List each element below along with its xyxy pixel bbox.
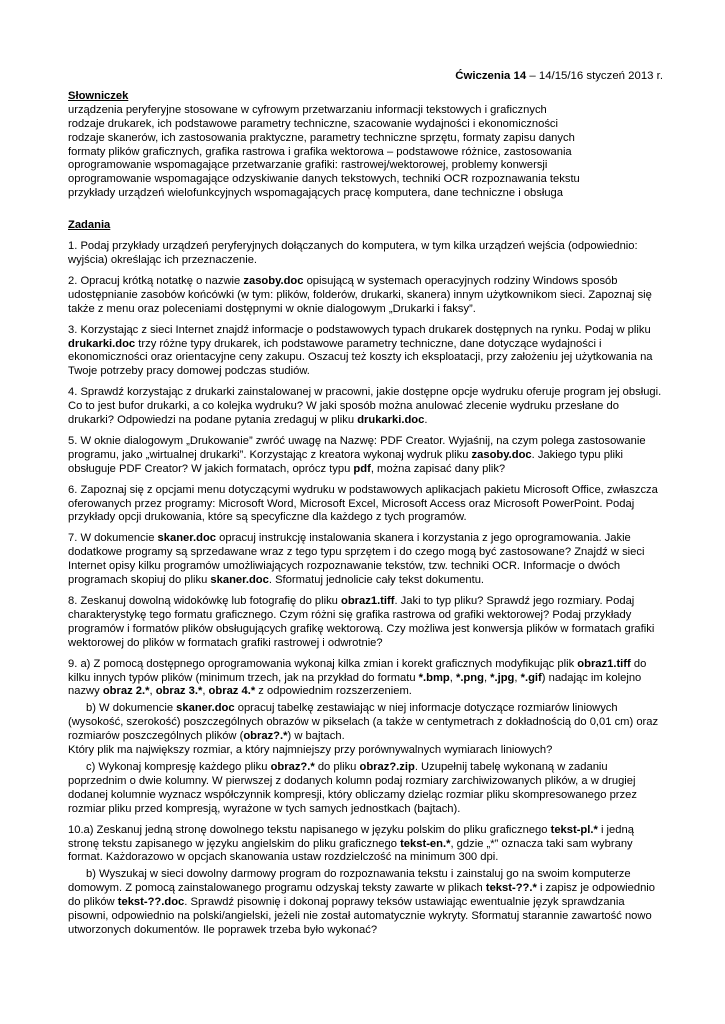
filename: obraz?.zip	[359, 760, 415, 773]
task-8-text: 8. Zeskanuj dowolną widokówkę lub fotografię do pliku	[68, 595, 342, 607]
task-2-text: 2. Opracuj krótką notatkę o nazwie	[68, 274, 244, 287]
format-name: pdf	[353, 462, 371, 475]
vocab-list	[68, 104, 663, 201]
vocab-line: oprogramowanie wspomagające przetwarzanie grafiki: rastrowej/wektorowej, problemy konwersji	[68, 159, 548, 172]
filename: drukarki.doc	[357, 414, 425, 427]
vocab-line: rodzaje drukarek, ich podstawowe parametry techniczne, szacowanie wydajności i ekonomiczności	[68, 117, 558, 130]
task-7-text: 7. W dokumencie	[68, 532, 158, 545]
vocab-line: oprogramowanie wspomagające odzyskiwanie danych tekstowych, techniki OCR rozpoznawania tekstu	[68, 173, 580, 186]
task-9b-text: opracuj tabelkę zestawiając w niej informacje dotyczące rozmiarów liniowych (wysokość, szerokość) poszczególnych obrazów w pikselach (a także w centymetrach z dokładnością do 0,01 cm) oraz rozmiarów poszczególnych plików (	[68, 702, 659, 743]
separator: ,	[149, 685, 156, 698]
format-name: *.gif	[520, 671, 542, 684]
vocab-line: przykłady urządzeń wielofunkcyjnych wspomagających pracę komputera, dane techniczne i obsługa	[68, 187, 564, 200]
task-9a-text: ) nadając im kolejno nazwy	[68, 671, 642, 698]
filename: tekst-??.doc	[117, 896, 185, 909]
filename: obraz1.tiff	[341, 595, 395, 607]
task-5-text: , można zapisać dany plik?	[370, 462, 506, 475]
filename: skaner.doc	[176, 702, 235, 715]
task-9a-text: z odpowiednim rozszerzeniem.	[255, 685, 412, 698]
document-page	[68, 70, 663, 945]
task-9b-text: ) w bajtach.	[287, 730, 345, 743]
task-2	[68, 275, 663, 317]
task-3	[68, 324, 663, 380]
task-10a-text: , gdzie „*” oznacza taki sam wybrany format. Każdorazowo w opcjach skanowania ustaw rozdzielczość na minimum 300 dpi.	[68, 837, 633, 864]
task-9c-text: . Uzupełnij tabelę wykonaną w zadaniu poprzednim o dwie kolumny. W pierwszej z dodanych kolumn podaj rozmiary zarchiwizowanych plików, a w drugiej dodanej kolumnie wyznacz współczynnik kompresji, który obliczamy dzieląc rozmiar pliku skompresowanego przez rozmiar pliku przed kompresją, wyrażone w tych samych jednostkach (bajtach).	[68, 760, 637, 815]
separator: ,	[483, 671, 491, 684]
task-1-text: 1. Podaj przykłady urządzeń peryferyjnych dołączanych do komputera, w tym kilka urządzeń wejścia (odpowiednio: wyjścia) określając ich przeznaczenie.	[68, 240, 638, 266]
task-8-text: . Jaki to typ pliku? Sprawdź jego rozmiary. Podaj charakterystykę tego formatu graficznego. Czym różni się grafika rastrowa od grafiki wektorowej? Podaj przykłady programów i formatów plików obsługujących grafikę wektorową. Czy możliwa jest konwersja plików w formatach grafiki wektorowej do plików w formatach grafiki rastrowej i odwrotnie?	[68, 595, 655, 649]
task-10b	[68, 868, 663, 938]
task-3-text: 3. Korzystając z sieci Internet znajdź informacje o podstawowych typach drukarek dostępnych na rynku. Podaj w pliku	[68, 323, 651, 336]
task-9c-text: do pliku	[314, 760, 360, 773]
tasks-heading: Zadania	[68, 219, 111, 232]
task-10a-text: 10.a) Zeskanuj jedną stronę dowolnego tekstu napisanego w języku polskim do pliku graficznego	[68, 823, 551, 836]
task-10a	[68, 824, 663, 866]
filename: tekst-pl.*	[550, 823, 598, 836]
task-9b-text: b) W dokumencie	[86, 702, 177, 715]
task-10b-text: b) Wyszukaj w sieci dowolny darmowy program do rozpoznawania tekstu i zainstaluj go na swoim komputerze domowym. Z pomocą zainstalowanego programu odzyskaj teksty zawarte w plikach	[68, 868, 631, 895]
filename: skaner.doc	[157, 532, 217, 545]
task-9b-question: Który plik ma największy rozmiar, a który najmniejszy przy porównywalnych wymiarach liniowych?	[68, 744, 553, 757]
task-6	[68, 484, 663, 526]
separator: ,	[514, 671, 521, 684]
filename: obraz1.tiff	[577, 657, 631, 670]
filename: obraz 3.*	[155, 685, 203, 698]
format-name: *.jpg	[490, 671, 515, 684]
header-date: – 14/15/16 styczeń 2013 r.	[526, 70, 663, 82]
filename: tekst-en.*	[400, 837, 451, 850]
task-9a	[68, 658, 663, 700]
filename: obraz?.*	[270, 760, 315, 773]
task-3-text: trzy różne typy drukarek, ich podstawowe parametry techniczne, dane dotyczące wydajności i ekonomiczności oraz orientacyjne ceny zakupu. Oszacuj też koszty ich eksploatacji, przy założeniu jej użytkowania na Twoje potrzeby pracy domowej podczas studiów.	[68, 337, 653, 378]
filename: obraz?.*	[243, 730, 288, 743]
task-9c-text: c) Wykonaj kompresję każdego pliku	[86, 760, 271, 773]
task-10b-text: . Sprawdź pisownię i dokonaj poprawy teksów ustawiając ewentualnie język sprawdzania pisowni, odpowiednio na polski/angielski, jeżeli nie został automatycznie wykryty. Sformatuj starannie zawartość nowo utworzonych dokumentów. Ile poprawek trzeba było wykonać?	[68, 896, 652, 936]
task-10a-text: i jedną stronę tekstu zapisanego w języku angielskim do pliku graficznego	[68, 823, 634, 850]
format-name: *.png	[455, 671, 484, 684]
task-8	[68, 595, 663, 651]
task-1	[68, 240, 663, 268]
format-name: *.bmp	[418, 671, 450, 684]
separator: ,	[202, 685, 209, 698]
task-7	[68, 532, 663, 588]
filename: obraz 4.*	[208, 685, 256, 698]
task-9a-text: do kilku innych typów plików (minimum trzech, jak na przykład do formatu	[68, 657, 647, 684]
task-7-text: . Sformatuj jednolicie cały tekst dokumentu.	[268, 574, 485, 587]
task-7-text: opracuj instrukcję instalowania skanera i korzystania z jego oprogramowania. Jakie dodatkowe programy są sprzedawane wraz z tego typu sprzętem i do czego mogą być zastosowane? Znajdź w sieci Internet opisy kilku programów umożliwiających rozpoznawanie tekstów, tzw. techniki OCR. Informacje o dwóch programach skopiuj do pliku	[68, 532, 645, 587]
task-4-text: .	[424, 414, 428, 427]
task-5-text: . Jakiego typu pliki obsługuje PDF Creator? W jakich formatach, oprócz typu	[68, 448, 624, 475]
task-5	[68, 435, 663, 477]
vocab-line: rodzaje skanerów, ich zastosowania praktyczne, parametry techniczne sprzętu, formaty zapisu danych	[68, 131, 575, 144]
vocab-line: formaty plików graficznych, grafika rastrowa i grafika wektorowa – podstawowe różnice, zastosowania	[68, 145, 572, 158]
task-10b-text: i zapisz je odpowiednio do plików	[68, 882, 656, 909]
task-4-text: 4. Sprawdź korzystając z drukarki zainstalowanej w pracowni, jakie dostępne opcje wydruku oferuje program jej obsługi. Co to jest bufor drukarki, a co kolejka wydruku? W jaki sposób można anulować zlecenie wydruku przesłane do drukarki? Odpowiedzi na podane pytania zredaguj w pliku	[68, 386, 662, 427]
vocab-heading: Słowniczek	[68, 89, 129, 102]
filename: obraz 2.*	[102, 685, 150, 698]
vocab-line: urządzenia peryferyjne stosowane w cyfrowym przetwarzaniu informacji tekstowych i graficznych	[68, 103, 547, 116]
separator: ,	[449, 671, 456, 684]
filename: zasoby.doc	[471, 448, 532, 461]
task-9b	[68, 702, 663, 758]
header-title: Ćwiczenia 14	[455, 70, 527, 82]
filename: zasoby.doc	[243, 274, 304, 287]
filename: tekst-??.*	[485, 882, 537, 895]
task-5-text: 5. W oknie dialogowym „Drukowanie” zwróć uwagę na Nazwę: PDF Creator. Wyjaśnij, na czym polega zastosowanie programu, jako „wirtualnej drukarki”. Korzystając z kreatora wykonaj wydruk pliku	[68, 434, 646, 461]
document-header	[68, 70, 663, 84]
task-9c	[68, 761, 663, 817]
filename: drukarki.doc	[68, 337, 136, 350]
task-6-text: 6. Zapoznaj się z opcjami menu dotyczącymi wydruku w podstawowych aplikacjach pakietu Microsoft Office, zwłaszcza oferowanych przez programy: Microsoft Word, Microsoft Excel, Microsoft Access oraz Microsoft PowerPoint. Podaj przykłady opcji drukowania, które są specyficzne dla każdego z tych programów.	[68, 483, 658, 524]
task-2-text: opisującą w systemach operacyjnych rodziny Windows sposób udostępnianie zasobów końcówki (w tym: plików, folderów, drukarki, skanera) innym użytkownikom sieci. Zapoznaj się także z menu oraz poleceniami dostępnymi w oknie dialogowym „Drukarki i faksy”.	[68, 274, 652, 315]
filename: skaner.doc	[210, 574, 269, 587]
task-9a-text: 9. a) Z pomocą dostępnego oprogramowania wykonaj kilka zmian i korekt graficznych modyfikując plik	[68, 657, 578, 670]
task-4	[68, 386, 663, 428]
